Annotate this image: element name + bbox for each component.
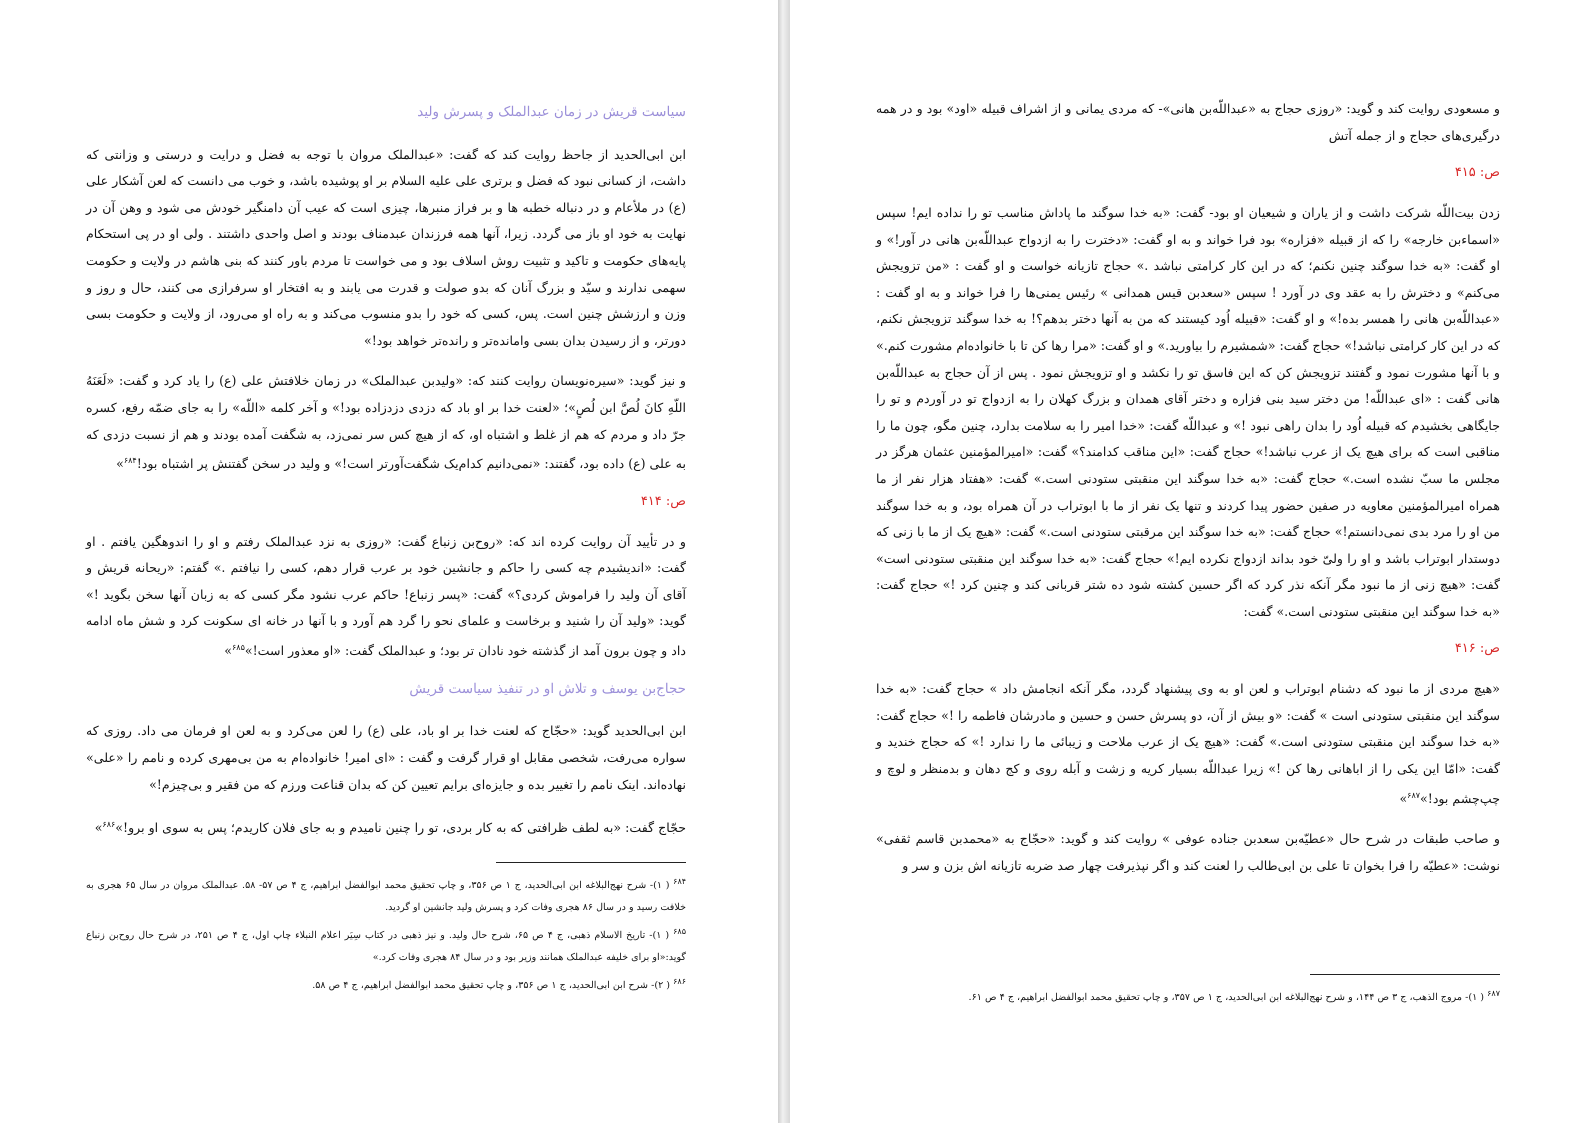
- footnote: [86, 921, 686, 969]
- footnote-ref[interactable]: ۶۸۴: [123, 456, 137, 466]
- paragraph: ابن ابی‌الحدید گوید: «حجّاج که لعنت خدا بر او باد، علی (ع) را لعن می‌کرد و به لعن او فرمان می داد. روزی که سواره می‌رفت، شخصی مقابل او قرار گرفت و گفت : «ای امیر! خانواده‌ام به من بی‌مهری کرده و نامم را «علی» نهاده‌اند. اینک نامم را تغییر بده و جایزه‌ای برایم تعیین کن که بدان قناعت ورزم که من فقیر و بی‌چیزم!»: [86, 723, 686, 792]
- footnote-ref[interactable]: ۶۸۶: [102, 820, 116, 830]
- footnote-text: ( ۱)- تاریخ الاسلام ذهبی، ج ۴ ص ۶۵، شرح حال ولید. و نیز ذهبی در کتاب سِیَر اعلام النبلاء چاپ اول، ج ۴ ص ۲۵۱، در شرح حال روح‌بن زنباع گوید:«او برای خلیفه عبدالملک همانند وزیر بود و در سال ۸۴ هجری وفات کرد.»: [86, 930, 686, 964]
- paragraph-text: و نیز گوید: «سیره‌نویسان روایت کنند که: «ولیدبن عبدالملک» در زمان خلافتش علی (ع) را یاد کرد و گفت: «لَعَنَهُ اللّهِ کانَ لُصَّ ابن لُصٍ»؛ «لعنت خدا بر او باد که دزدی دزدزاده بود!» و آخر کلمه «اللّه» را به جای ضمّه رفع، کسره جرّ داد و مردم که هم از غلط و اشتباه او، که از هیچ کس سر نمی‌زد، به شگفت آمده بودند و هم از نسبت دزدی که به علی (ع) داده بود، گفتند: «نمی‌دانیم کدام‌یک شگفت‌آورتر است!» و ولید در سخن گفتنش پر اشتباه بود!: [86, 373, 686, 472]
- page-number-marker: ص: ۴۱۶: [1454, 641, 1500, 657]
- footnote-mark: ۶۸۷: [1487, 988, 1500, 998]
- footnote: [876, 983, 1500, 1009]
- footnote-mark: ۶۸۶: [673, 977, 686, 987]
- footnote-text: ( ۱)- شرح نهج‌البلاغه ابن ابی‌الحدید، ج ۱ ص ۳۵۶، و چاپ تحقیق محمد ابوالفضل ابراهیم، ج ۴ ص ۵۷- ۵۸. عبدالملک مروان در سال ۶۵ هجری به خلافت رسید و در سال ۸۶ هجری وفات کرد و پسرش ولید جانشین او گردید.: [86, 880, 686, 914]
- footnote-ref[interactable]: ۶۸۷: [1407, 790, 1421, 800]
- paragraph: «هیچ مردی از ما نبود که دشنام ابوتراب و لعن او به وی پیشنهاد گردد، مگر آنکه انجامش داد » حجاج گفت: «به خدا سوگند این منقبتی ستودنی است » گفت: «و بیش از آن، دو پسرش حسن و حسین و مادرشان فاطمه را !» حجاج گفت: «به خدا سوگند این منقبتی ستودنی است.» گفت: «هیچ یک از عرب ملاحت و زیبائی ما را ندارد !» که حجاج خندید و گفت: «امّا این یکی را از اباهانی رها کن !» زیرا عبداللّه بسیار کریه و زشت و آبله روی و کج دهان و بدمنظر و لوچ و چپ‌چشم بود!»$^{۶۸۷}$»: [876, 681, 1500, 806]
- footnote: [86, 971, 686, 997]
- paragraph: و در تأیید آن روایت کرده اند که: «روح‌بن زنباع گفت: «روزی به نزد عبدالملک رفتم و او را اندوهگین یافتم . او گفت: «اندیشیدم چه کسی را حاکم و جانشین خود بر عرب قرار دهم، کسی را نیافتم .» گفتم: «ریحانه قریش و آقای آن ولید را فراموش کردی؟» گفت: «پسر زنباع! حاکم عرب نشود مگر کسی که به زبان آنها سخن بگوید !» گوید: «ولید آن را شنید و برخاست و علمای نحو را گرد هم آورد و با آنها در خانه ای سکونت کرد و شش ماه ادامه داد و چون برون آمد از گذشته خود نادان تر بود؛ و عبدالملک گفت: «او معذور است!»$^{۶۸۵}$»: [86, 533, 686, 659]
- footnote-ref[interactable]: ۶۸۵: [232, 643, 245, 653]
- paragraph-text: حجّاج گفت: «به لطف ظرافتی که به کار بردی، تو را چنین نامیدم و به جای فلان کاریدم؛ پس به سوی او برو!»: [115, 820, 686, 836]
- footnote-text: ( ۲)- شرح ابن ابی‌الحدید، ج ۱ ص ۳۵۶، و چاپ تحقیق محمد ابوالفضل ابراهیم، ج ۴ ص ۵۸.: [312, 980, 671, 992]
- footnote-mark: ۶۸۵: [673, 927, 686, 937]
- paragraph: و مسعودی روایت کند و گوید: «روزی حجاج به «عبداللّه‌بن هانی»- که مردی یمانی و از اشراف قبیله «اود» بود و در همه درگیری‌های حجاج و از جمله آتش: [876, 101, 1500, 143]
- right-page: [790, 0, 1590, 1123]
- page-number-marker: ص: ۴۱۴: [640, 493, 686, 509]
- page-number-marker: ص: ۴۱۵: [1454, 165, 1500, 181]
- footnote: [86, 871, 686, 919]
- paragraph: زدن بیت‌اللّه شرکت داشت و از یاران و شیعیان او بود- گفت: «به خدا سوگند ما پاداش مناسب تو را نداده ایم! سپس «اسماءبن خارجه» را که از قبیله «فزاره» بود فرا خواند و به او گفت: «دخترت را به ازدواج عبداللّه‌بن هانی در آور!» و او گفت: «به خدا سوگند چنین نکنم؛ که در این کار کرامتی نباشد .» حجاج تازیانه خواست و او گفت : «من تزویجش می‌کنم» و دخترش را به عقد وی در آورد ! سپس «سعدبن قیس همدانی » رئیس یمنی‌ها را فرا خواند و به او گفت : «عبداللّه‌بن هانی را همسر بده!» و او گفت: «قبیله اُود کیستند که من به آنها دختر بدهم؟! به خدا سوگند تزویجش نکنم، که در این کار کرامتی نباشد!» حجاج گفت: «شمشیرم را بیاورید.» و او گفت: «مرا رها کن تا با خانواده‌ام مشورت کنم.» و با آنها مشورت نمود و گفتند تزویجش کن که این فاسق تو را نکشد و او تزویجش نمود . پس از آن حجاج به عبداللّه‌بن هانی گفت : «ای عبداللّه! من دختر سید بنی فزاره و دختر آقای همدان و بزرگ کهلان را به ازدواج تو در آوردم و تو را جایگاهی بخشیدم که قبیله اُود را بدان راهی نبود !» و عبداللّه گفت: «خدا امیر را به سلامت بدارد، چنین مگو، چون ما را مناقبی است که برای هیچ یک از عرب نباشد!» حجاج گفت: «این مناقب کدامند؟» گفت: «امیرالمؤمنین عثمان هرگز در مجلس ما سبّ نشده است.» حجاج گفت: «به خدا سوگند این منقبتی ستودنی است.» گفت: «هفتاد هزار نفر از ما همراه امیرالمؤمنین معاویه در صفین حضور پیدا کردند و تنها یک نفر از ما با ابوتراب در آن همراه بود، و به خدا سوگند من او را مرد بدی نمی‌دانستم!» حجاج گفت: «به خدا سوگند این مرقبتی ستودنی است.» گفت: «هیچ یک از ما با زنی که دوستدار ابوتراب باشد و او را ولیّ خود بداند ازدواج نکرده ایم!» حجاج گفت: «به خدا سوگند این منقبتی ستودنی است» گفت: «هیچ زنی از ما نبود مگر آنکه نذر کرد که اگر حسین کشته شود ده شتر قربانی کند و چنین کرد !» حجاج گفت: «به خدا سوگند این منقبتی ستودنی است.» گفت:: [876, 204, 1500, 619]
- footnote-text: ( ۱)- مروج الذهب، ج ۳ ص ۱۴۴، و شرح نهج‌البلاغه ابن ابی‌الحدید، ج ۱ ص ۳۵۷، و چاپ تحقیق محمد ابوالفضل ابراهیم، ج ۴ ص ۶۱.: [968, 991, 1485, 1003]
- paragraph: حجّاج گفت: «به لطف ظرافتی که به کار بردی، تو را چنین نامیدم و به جای فلان کاریدم؛ پس به سوی او برو!»$^{۶۸۶}$»: [94, 820, 686, 836]
- paragraph: و نیز گوید: «سیره‌نویسان روایت کنند که: «ولیدبن عبدالملک» در زمان خلافتش علی (ع) را یاد کرد و گفت: «لَعَنَهُ اللّهِ کانَ لُصَّ ابن لُصٍ»؛ «لعنت خدا بر او باد که دزدی دزدزاده بود!» و آخر کلمه «اللّه» را به جای ضمّه رفع، کسره جرّ داد و مردم که هم از غلط و اشتباه او، که از هیچ کس سر نمی‌زد، به شگفت آمده بودند و هم از نسبت دزدی که به علی (ع) داده بود، گفتند: «نمی‌دانیم کدام‌یک شگفت‌آورتر است!» و ولید در سخن گفتنش پر اشتباه بود!$^{۶۸۴}$»: [86, 373, 686, 472]
- paragraph: و صاحب طبقات در شرح حال «عطیّه‌بن سعدبن جناده عوفی » روایت کند و گوید: «حجّاج به «محمدبن قاسم ثقفی» نوشت: «عطیّه را فرا بخوان تا علی بن ابی‌طالب را لعنت کند و اگر نپذیرفت چهار صد ضربه تازیانه اش بزن و سر و: [876, 831, 1500, 874]
- paragraph-text: «هیچ مردی از ما نبود که دشنام ابوتراب و لعن او به وی پیشنهاد گردد، مگر آنکه انجامش داد » حجاج گفت: «به خدا سوگند این منقبتی ستودنی است » گفت: «و بیش از آن، دو پسرش حسن و حسین و مادرشان فاطمه را !» حجاج گفت: «به خدا سوگند این منقبتی ستودنی است.» گفت: «هیچ یک از عرب ملاحت و زیبائی ما را ندارد !» که حجاج خندید و گفت: «امّا این یکی را از اباهانی رها کن !» زیرا عبداللّه بسیار کریه و زشت و آبله روی و کج دهان و بدمنظر و لوچ و چپ‌چشم بود!»: [876, 681, 1500, 806]
- left-page: [0, 0, 778, 1123]
- footnote-divider: [1310, 974, 1500, 975]
- paragraph-text: و در تأیید آن روایت کرده اند که: «روح‌بن زنباع گفت: «روزی به نزد عبدالملک رفتم و او را اندوهگین یافتم . او گفت: «اندیشیدم چه کسی را حاکم و جانشین خود بر عرب قرار دهم، کسی را نیافتم .» گفتم: «ریحانه قریش و آقای آن ولید را فراموش کردی؟» گفت: «پسر زنباع! حاکم عرب نشود مگر کسی که به زبان آنها سخن بگوید !» گوید: «ولید آن را شنید و برخاست و علمای نحو را گرد هم آورد و با آنها در خانه ای سکونت کرد و شش ماه ادامه داد و چون برون آمد از گذشته خود نادان تر بود؛ و عبدالملک گفت: «او معذور است!»: [86, 533, 686, 659]
- book-gutter: [778, 0, 790, 1123]
- footnote-mark: ۶۸۴: [673, 877, 687, 887]
- footnote-divider: [496, 862, 686, 863]
- paragraph: ابن ابی‌الحدید از جاحظ روایت کند که گفت: «عبدالملک مروان با توجه به فضل و درایت و درستی و وزانتی که داشت، از کسانی نبود که فضل و برتری علی علیه السلام بر او پوشیده باشد، و خوب می دانست که لعن آشکار علی (ع) در ملأعام و در دنباله خطبه ها و بر فراز منبرها، چیزی است که عیب آن دامنگیر خودش می شود و وهن آن در نهایت به خود او باز می گردد. زیرا، آنها همه فرزندان عبدمناف بودند و اصل واحدی داشتند . ولی او در پی استحکام پایه‌های حکومت و تاکید و تثبیت روش اسلاف بود و می خواست تا مردم باور کنند که بنی هاشم در ولایت و حکومت سهمی ندارند و سیّد و بزرگ آنان که بدو صولت و قدرت می یابند و به افتخار او سرفرازی می کنند، حال و روز و وزن و ارزشش چنین است. پس، کسی که خود را بدو منسوب می‌کند و به راه او می‌رود، از ولایت و حکومت بسی دورتر، و از رسیدن بدان بسی وامانده‌تر و رانده‌تر خواهد بود!»: [86, 146, 686, 348]
- section-heading: حجاج‌بن یوسف و تلاش او در تنفیذ سیاست قریش: [409, 680, 686, 697]
- section-heading: سیاست قریش در زمان عبدالملک و پسرش ولید: [417, 104, 686, 120]
